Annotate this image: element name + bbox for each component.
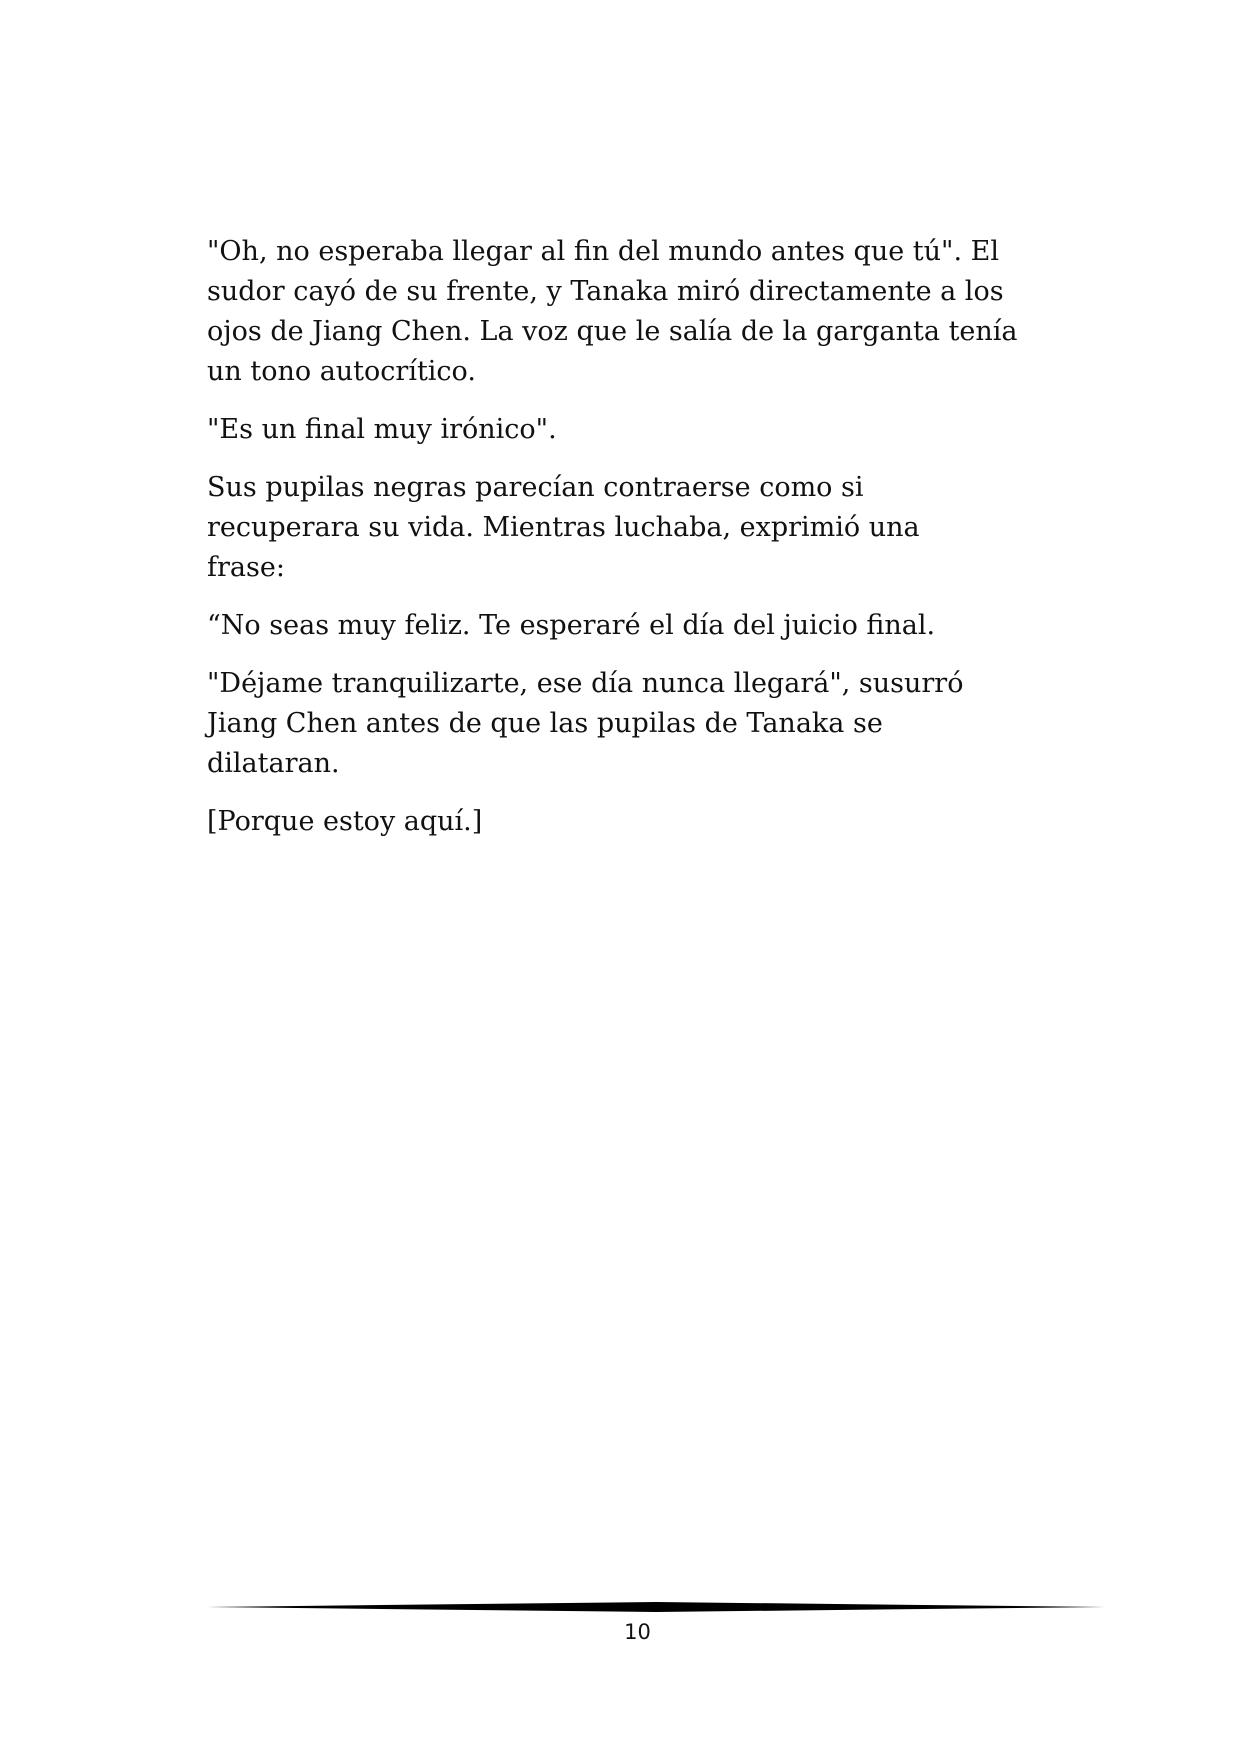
paragraph-2: "Es un final muy irónico". — [207, 414, 557, 445]
paragraph-5: "Déjame tranquilizarte, ese día nunca llegará", susurró Jiang Chen antes de que las pupilas de Tanaka se dilataran. — [207, 668, 964, 779]
page-number: 10 — [624, 1620, 651, 1644]
paragraph-4: “No seas muy feliz. Te esperaré el día del juicio final. — [207, 610, 936, 641]
paragraph-6: [Porque estoy aquí.] — [207, 806, 483, 837]
paragraph-3: Sus pupilas negras parecían contraerse como si recuperara su vida. Mientras luchaba, exprimió una frase: — [207, 472, 920, 583]
body-text — [207, 232, 1067, 860]
paragraph-1: "Oh, no esperaba llegar al fin del mundo antes que tú". El sudor cayó de su frente, y Tanaka miró directamente a los ojos de Jiang Chen. La voz que le salía de la garganta tenía un tono autocrítico. — [207, 236, 1018, 387]
footer-rule — [207, 1600, 1105, 1614]
